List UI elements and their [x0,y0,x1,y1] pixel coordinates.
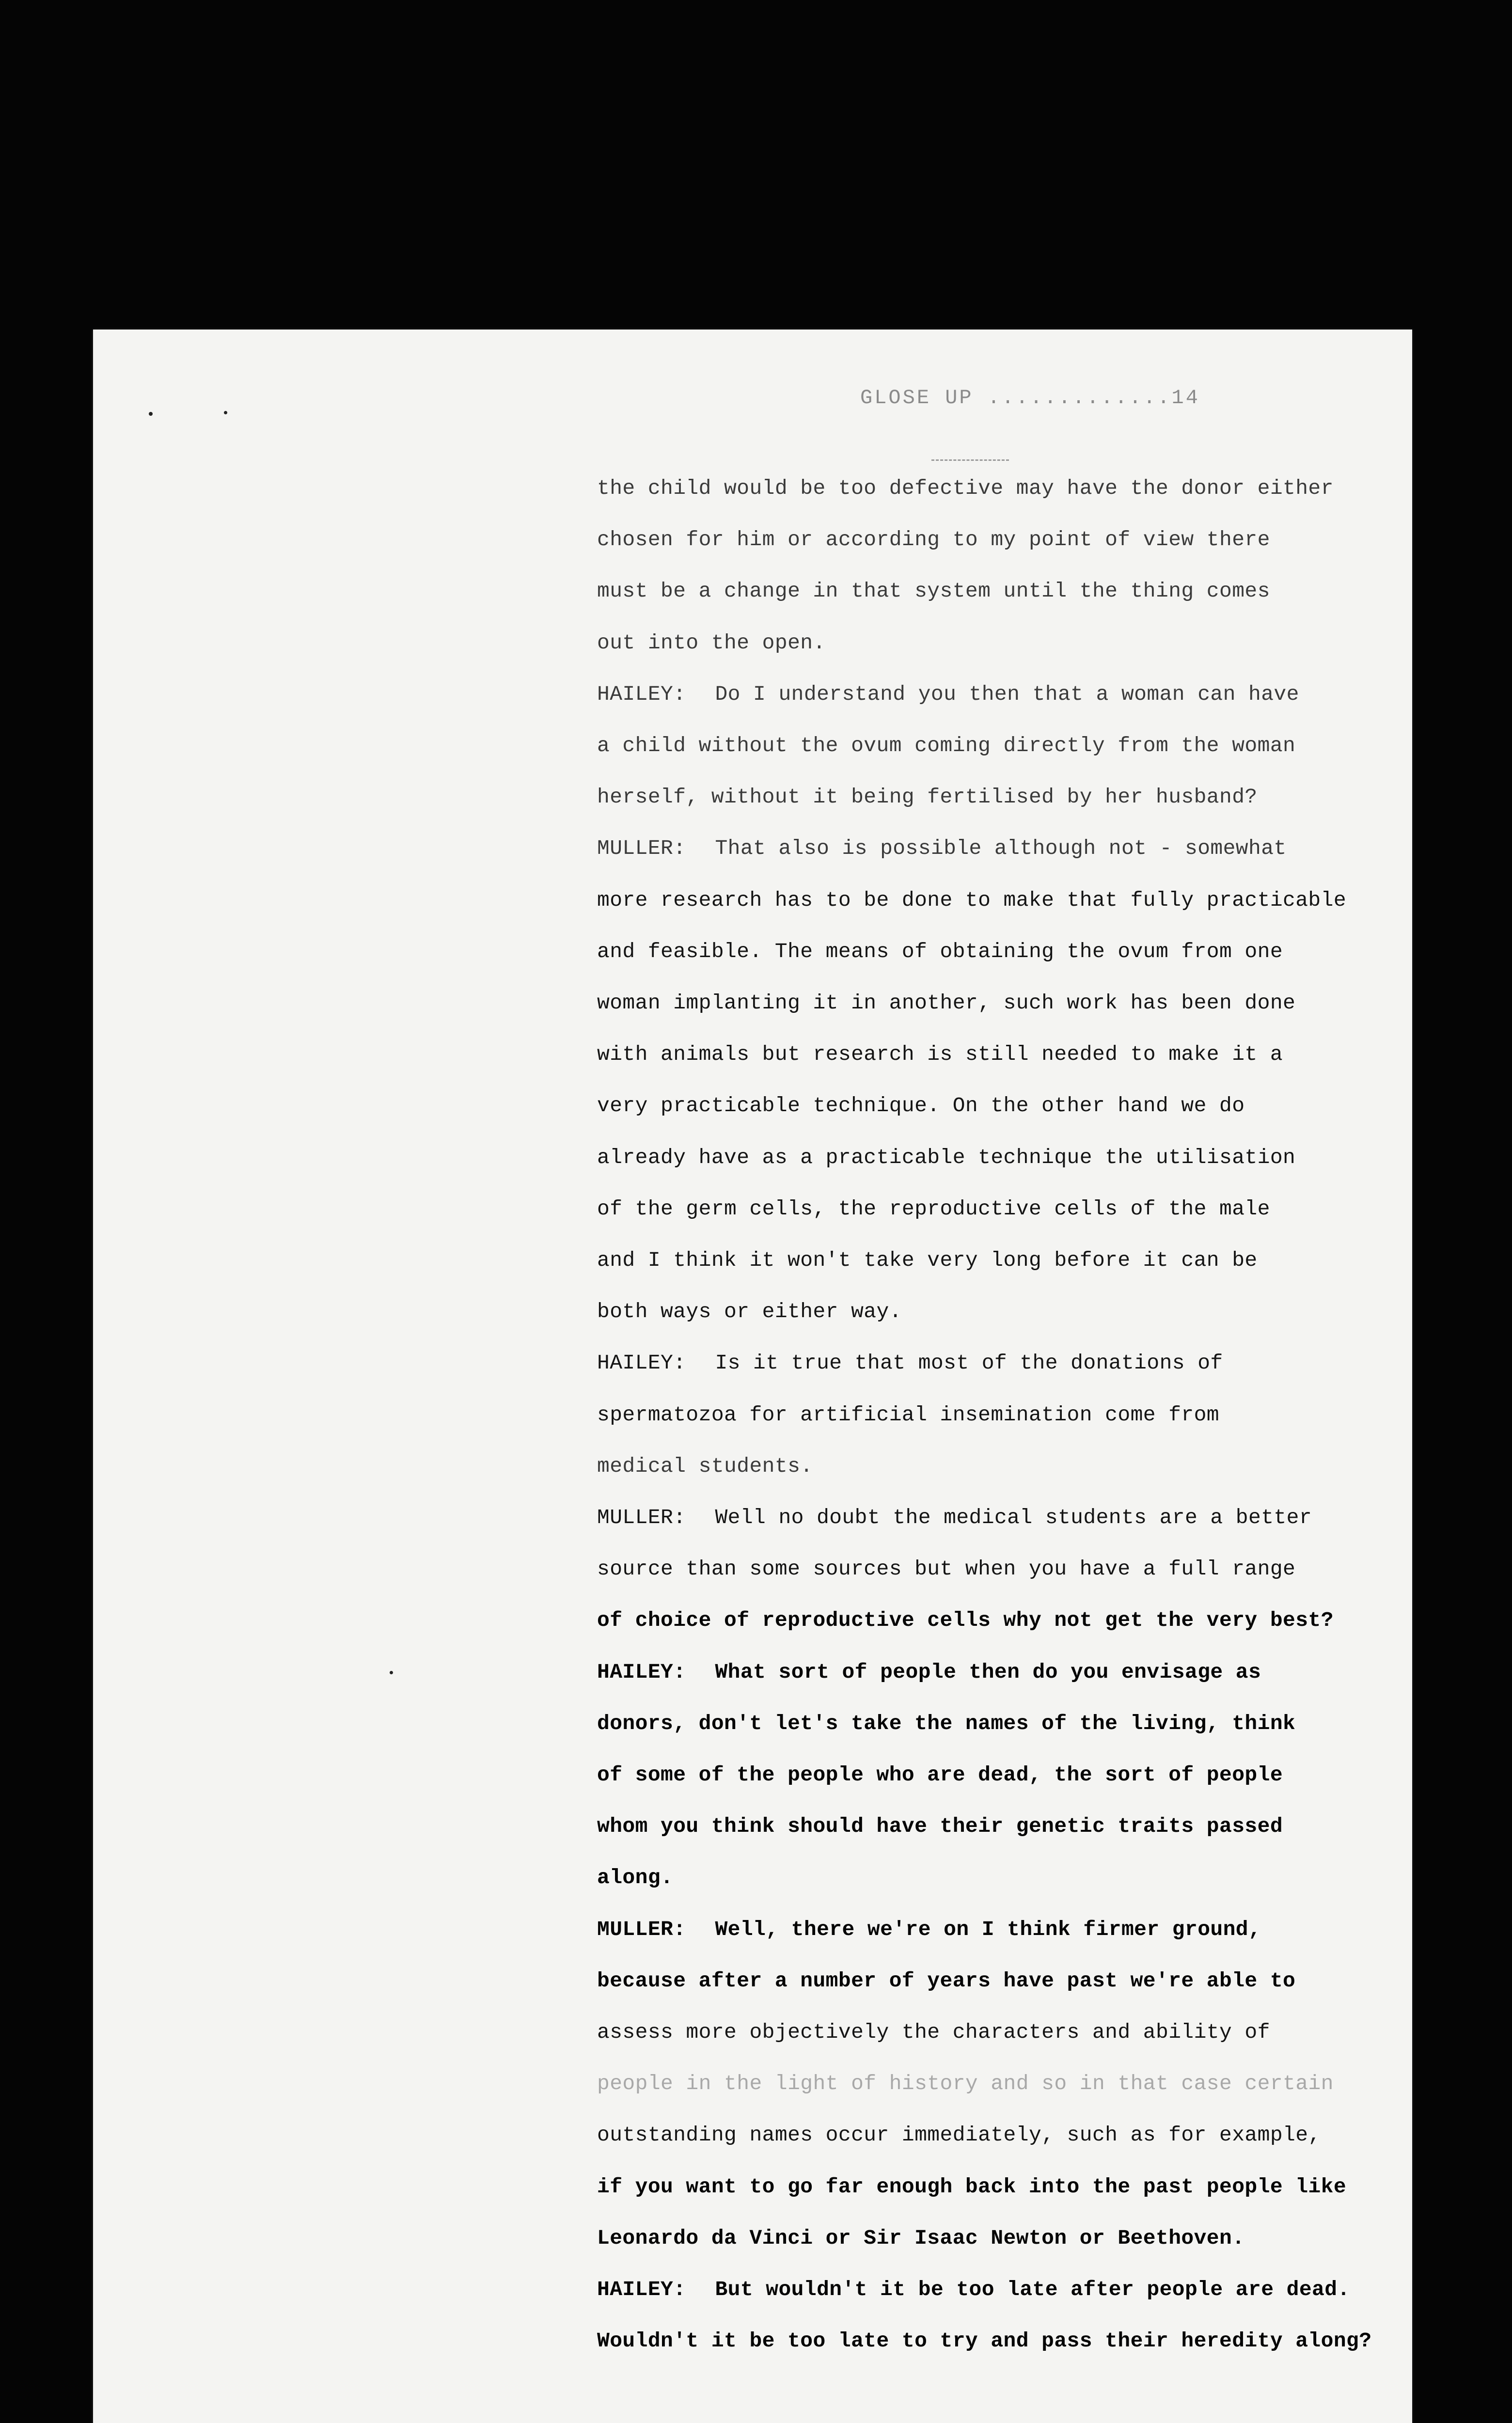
document-page [93,330,1412,2423]
transcript-line [597,1607,1334,1634]
transcript-line [597,2070,1334,2097]
transcript-line [597,1916,1261,1943]
line-text: the child would be too defective may have the donor either [597,476,1334,500]
transcript-line [597,1092,1244,1119]
line-text: Do I understand you then that a woman can have [715,682,1299,706]
transcript-line [597,1813,1283,1840]
speaker-label: MULLER: [597,1506,686,1529]
line-text: Well no doubt the medical students are a better [715,1506,1312,1529]
line-text: of the germ cells, the reproductive cells of the male [597,1197,1270,1221]
speaker-label: HAILEY: [597,682,686,706]
line-text: Is it true that most of the donations of [715,1351,1223,1375]
transcript-line [597,1504,1312,1531]
speaker-label: HAILEY: [597,1660,686,1684]
transcript-line [597,1967,1295,1995]
transcript-line [597,1710,1295,1737]
line-text: very practicable technique. On the other hand we do [597,1094,1245,1117]
line-text: if you want to go far enough back into the past people like [597,2175,1347,2199]
speaker-label: HAILEY: [597,2278,686,2301]
line-text: Well, there we're on I think firmer ground, [715,1918,1261,1941]
line-text: of some of the people who are dead, the sort of people [597,1763,1283,1787]
line-text: Wouldn't it be too late to try and pass their heredity along? [597,2329,1372,2353]
line-text: That also is possible although not - somewhat [715,836,1287,860]
transcript-line [597,938,1283,965]
line-text: out into the open. [597,631,826,655]
transcript-line [597,1401,1219,1429]
line-text: because after a number of years have past we're able to [597,1969,1296,1993]
transcript-line [597,2225,1244,2252]
line-text: herself, without it being fertilised by her husband? [597,785,1258,809]
line-text: But wouldn't it be too late after people are dead. [715,2278,1350,2301]
line-text: donors, don't let's take the names of the living, think [597,1712,1296,1735]
line-text: must be a change in that system until the thing comes [597,579,1270,603]
transcript-line [597,1762,1283,1789]
transcript-line [597,990,1295,1017]
speaker-label: HAILEY: [597,1351,686,1375]
transcript-line [597,475,1334,502]
page-speck [390,1671,393,1674]
transcript-line [597,2328,1371,2355]
transcript-line [597,1041,1283,1068]
line-text: more research has to be done to make that fully practicable [597,888,1347,912]
transcript-line [597,1196,1270,1223]
line-text: outstanding names occur immediately, such as for example, [597,2123,1321,2147]
line-text: whom you think should have their genetic traits passed [597,1814,1283,1838]
transcript-line [597,1556,1295,1583]
transcript-line [597,2173,1346,2201]
speaker-label: MULLER: [597,1918,686,1941]
line-text: What sort of people then do you envisage as [715,1660,1261,1684]
speaker-label: MULLER: [597,836,686,860]
transcript-line [597,732,1295,759]
page-header: GLOSE UP .............14 [860,386,1200,409]
transcript-line [597,887,1346,914]
line-text: source than some sources but when you have a full range [597,1557,1296,1581]
transcript-line [597,1144,1295,1171]
line-text: along. [597,1866,674,1889]
page-speck [149,412,153,416]
transcript-line [597,578,1270,605]
line-text: with animals but research is still needed to make it a [597,1042,1283,1066]
transcript-line [597,784,1258,811]
transcript-line [597,1350,1223,1377]
line-text: a child without the ovum coming directly from the woman [597,734,1296,757]
transcript-line [597,1864,673,1891]
transcript-line [597,1298,902,1325]
line-text: assess more objectively the characters and ability of [597,2020,1270,2044]
line-text: chosen for him or according to my point of view there [597,528,1270,551]
line-text: of choice of reproductive cells why not get the very best? [597,1608,1334,1632]
line-text: and feasible. The means of obtaining the ovum from one [597,940,1283,963]
line-text: and I think it won't take very long before it can be [597,1248,1258,1272]
transcript-line [597,1247,1258,1274]
transcript-line [597,681,1299,708]
header-rule [931,459,1009,461]
line-text: Leonardo da Vinci or Sir Isaac Newton or Beethoven. [597,2226,1245,2250]
line-text: spermatozoa for artificial insemination come from [597,1403,1220,1427]
transcript-line [597,1659,1261,1686]
transcript-line [597,835,1287,862]
line-text: both ways or either way. [597,1300,902,1323]
page-speck [224,411,227,414]
transcript-line [597,629,826,657]
line-text: already have as a practicable technique the utilisation [597,1146,1296,1169]
transcript-line [597,2276,1350,2303]
line-text: medical students. [597,1454,813,1478]
transcript-line [597,1453,813,1480]
transcript-line [597,2019,1270,2046]
line-text: people in the light of history and so in that case certain [597,2072,1334,2095]
line-text: woman implanting it in another, such work has been done [597,991,1296,1015]
transcript-line [597,526,1270,553]
transcript-line [597,2122,1321,2149]
